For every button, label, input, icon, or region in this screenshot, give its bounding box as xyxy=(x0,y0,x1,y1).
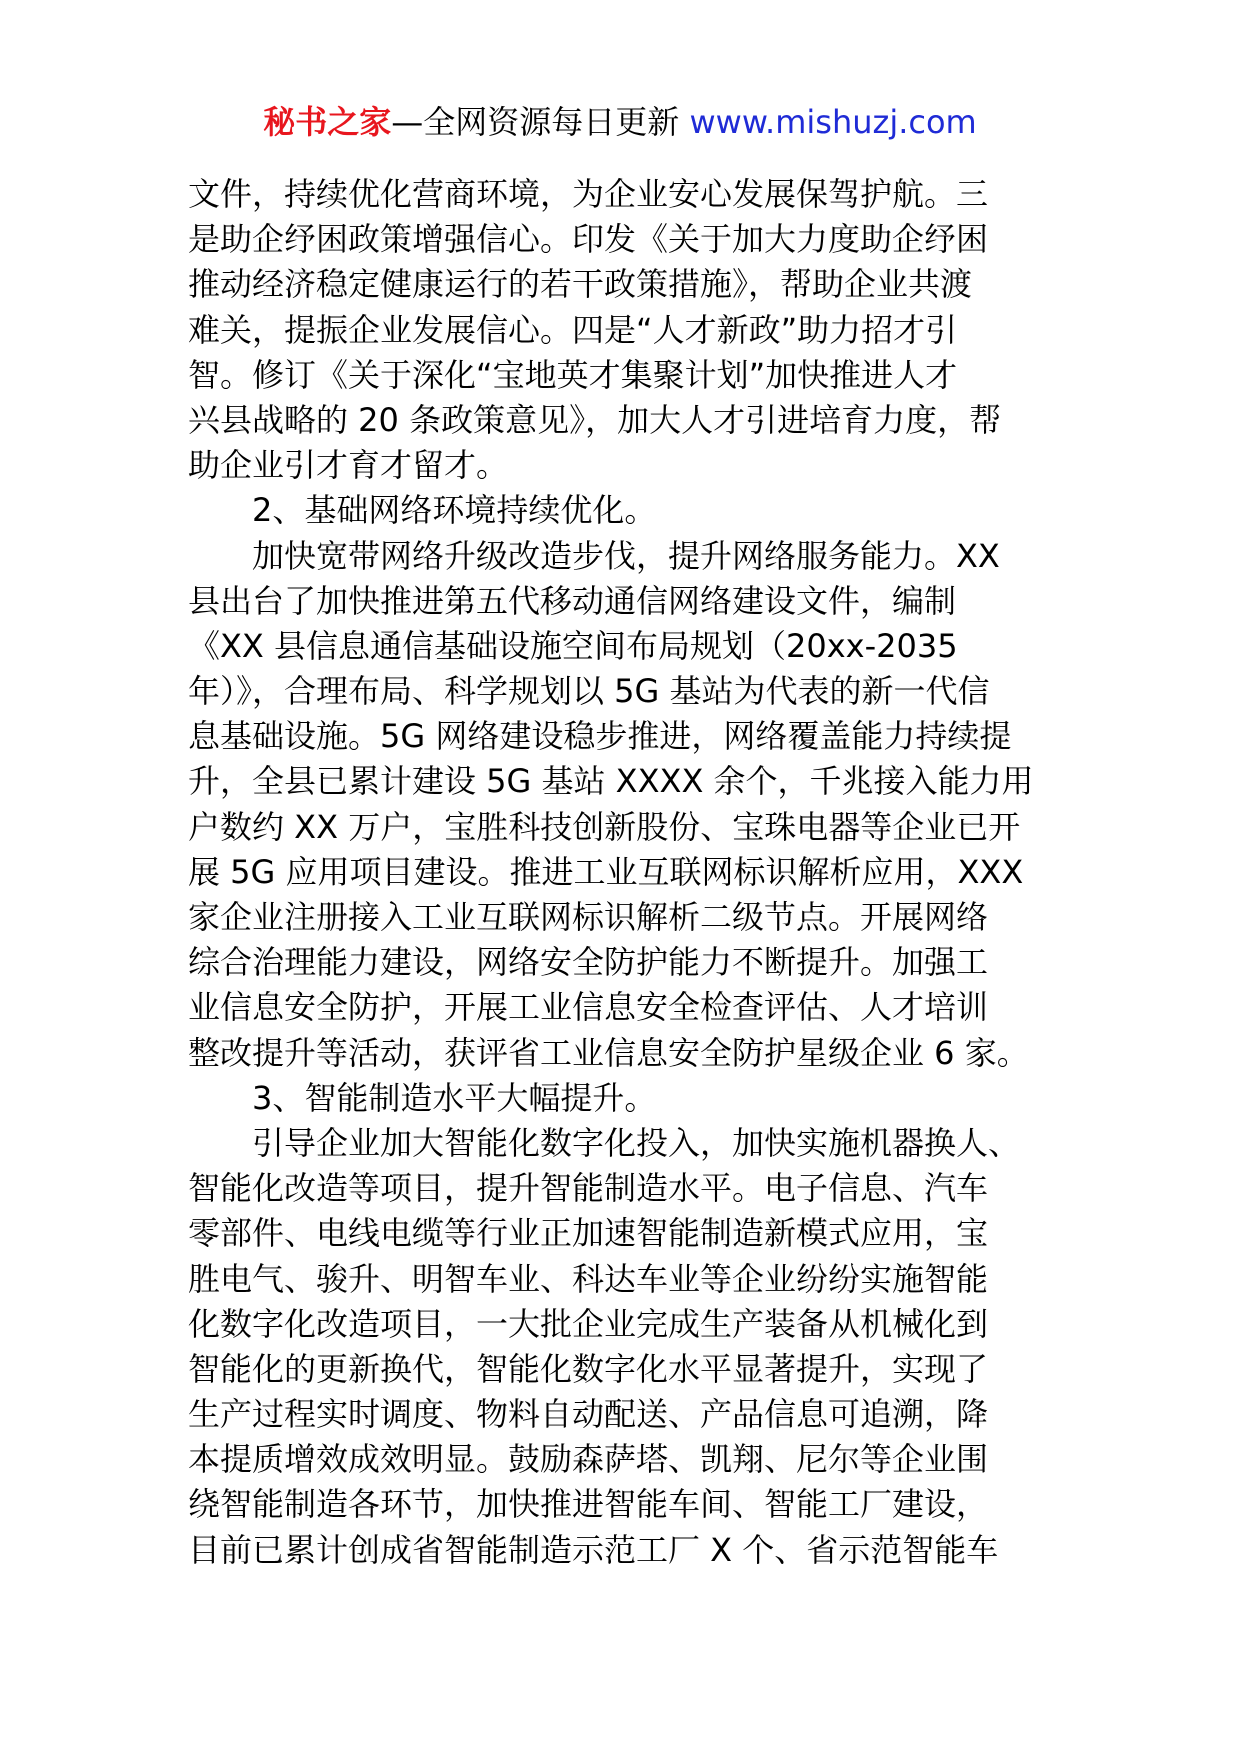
text-line: 升，全县已累计建设 5G 基站 XXXX 余个，千兆接入能力用 xyxy=(188,762,1034,801)
paragraph-start: 加快宽带网络升级改造步伐，提升网络服务能力。XX xyxy=(252,536,1000,575)
text-line: 生产过程实时调度、物料自动配送、产品信息可追溯，降 xyxy=(188,1395,989,1434)
text-line: 家企业注册接入工业互联网标识解析二级节点。开展网络 xyxy=(188,898,989,936)
website-url[interactable]: www.mishuzj.com xyxy=(689,103,977,141)
paragraph-start: 引导企业加大智能化数字化投入，加快实施机器换人、 xyxy=(252,1123,1021,1162)
text-line: 智能化改造等项目，提升智能制造水平。电子信息、汽车 xyxy=(188,1169,989,1208)
text-line: 户数约 XX 万户，宝胜科技创新股份、宝珠电器等企业已开 xyxy=(188,807,1021,846)
brand-name: 秘书之家 xyxy=(263,103,392,141)
header-tagline: —全网资源每日更新 xyxy=(391,103,690,141)
text-line: 化数字化改造项目，一大批企业完成生产装备从机械化到 xyxy=(188,1304,989,1343)
text-line: 展 5G 应用项目建设。推进工业互联网标识解析应用，XXX xyxy=(188,852,1024,891)
text-line: 智。修订《关于深化“宝地英才集聚计划”加快推进人才 xyxy=(188,355,958,394)
text-line: 智能化的更新换代，智能化数字化水平显著提升，实现了 xyxy=(188,1349,989,1388)
text-line: 文件，持续优化营商环境，为企业安心发展保驾护航。三 xyxy=(188,175,989,213)
text-line: 零部件、电线电缆等行业正加速智能制造新模式应用，宝 xyxy=(188,1214,989,1253)
text-line: 息基础设施。5G 网络建设稳步推进，网络覆盖能力持续提 xyxy=(188,717,1012,756)
text-line: 胜电气、骏升、明智车业、科达车业等企业纷纷实施智能 xyxy=(188,1259,989,1298)
text-line: 年）》，合理布局、科学规划以 5G 基站为代表的新一代信 xyxy=(188,672,990,711)
section-heading: 2、基础网络环境持续优化。 xyxy=(252,491,657,530)
text-line: 绕智能制造各环节，加快推进智能车间、智能工厂建设， xyxy=(188,1485,989,1524)
text-line: 整改提升等活动，获评省工业信息安全防护星级企业 6 家。 xyxy=(188,1033,1029,1072)
section-heading: 3、智能制造水平大幅提升。 xyxy=(252,1078,657,1117)
text-line: 推动经济稳定健康运行的若干政策措施》，帮助企业共渡 xyxy=(188,265,973,304)
text-line: 是助企纾困政策增强信心。印发《关于加大力度助企纾困 xyxy=(188,220,989,259)
text-line: 兴县战略的 20 条政策意见》，加大人才引进培育力度，帮 xyxy=(188,400,1002,439)
text-line: 业信息安全防护，开展工业信息安全检查评估、人才培训 xyxy=(188,988,989,1027)
text-line: 本提质增效成效明显。鼓励森萨塔、凯翔、尼尔等企业围 xyxy=(188,1440,989,1479)
text-line: 难关，提振企业发展信心。四是“人才新政”助力招才引 xyxy=(188,310,958,349)
text-line: 县出台了加快推进第五代移动通信网络建设文件，编制 xyxy=(188,581,957,620)
document-body xyxy=(188,172,1058,1573)
text-line: 综合治理能力建设，网络安全防护能力不断提升。加强工 xyxy=(188,943,989,982)
text-line: 助企业引才育才留才。 xyxy=(188,446,509,485)
page-header xyxy=(0,100,1240,144)
text-line: 目前已累计创成省智能制造示范工厂 X 个、省示范智能车 xyxy=(188,1530,999,1569)
text-line: 《XX 县信息通信基础设施空间布局规划（20xx-2035 xyxy=(188,626,958,665)
